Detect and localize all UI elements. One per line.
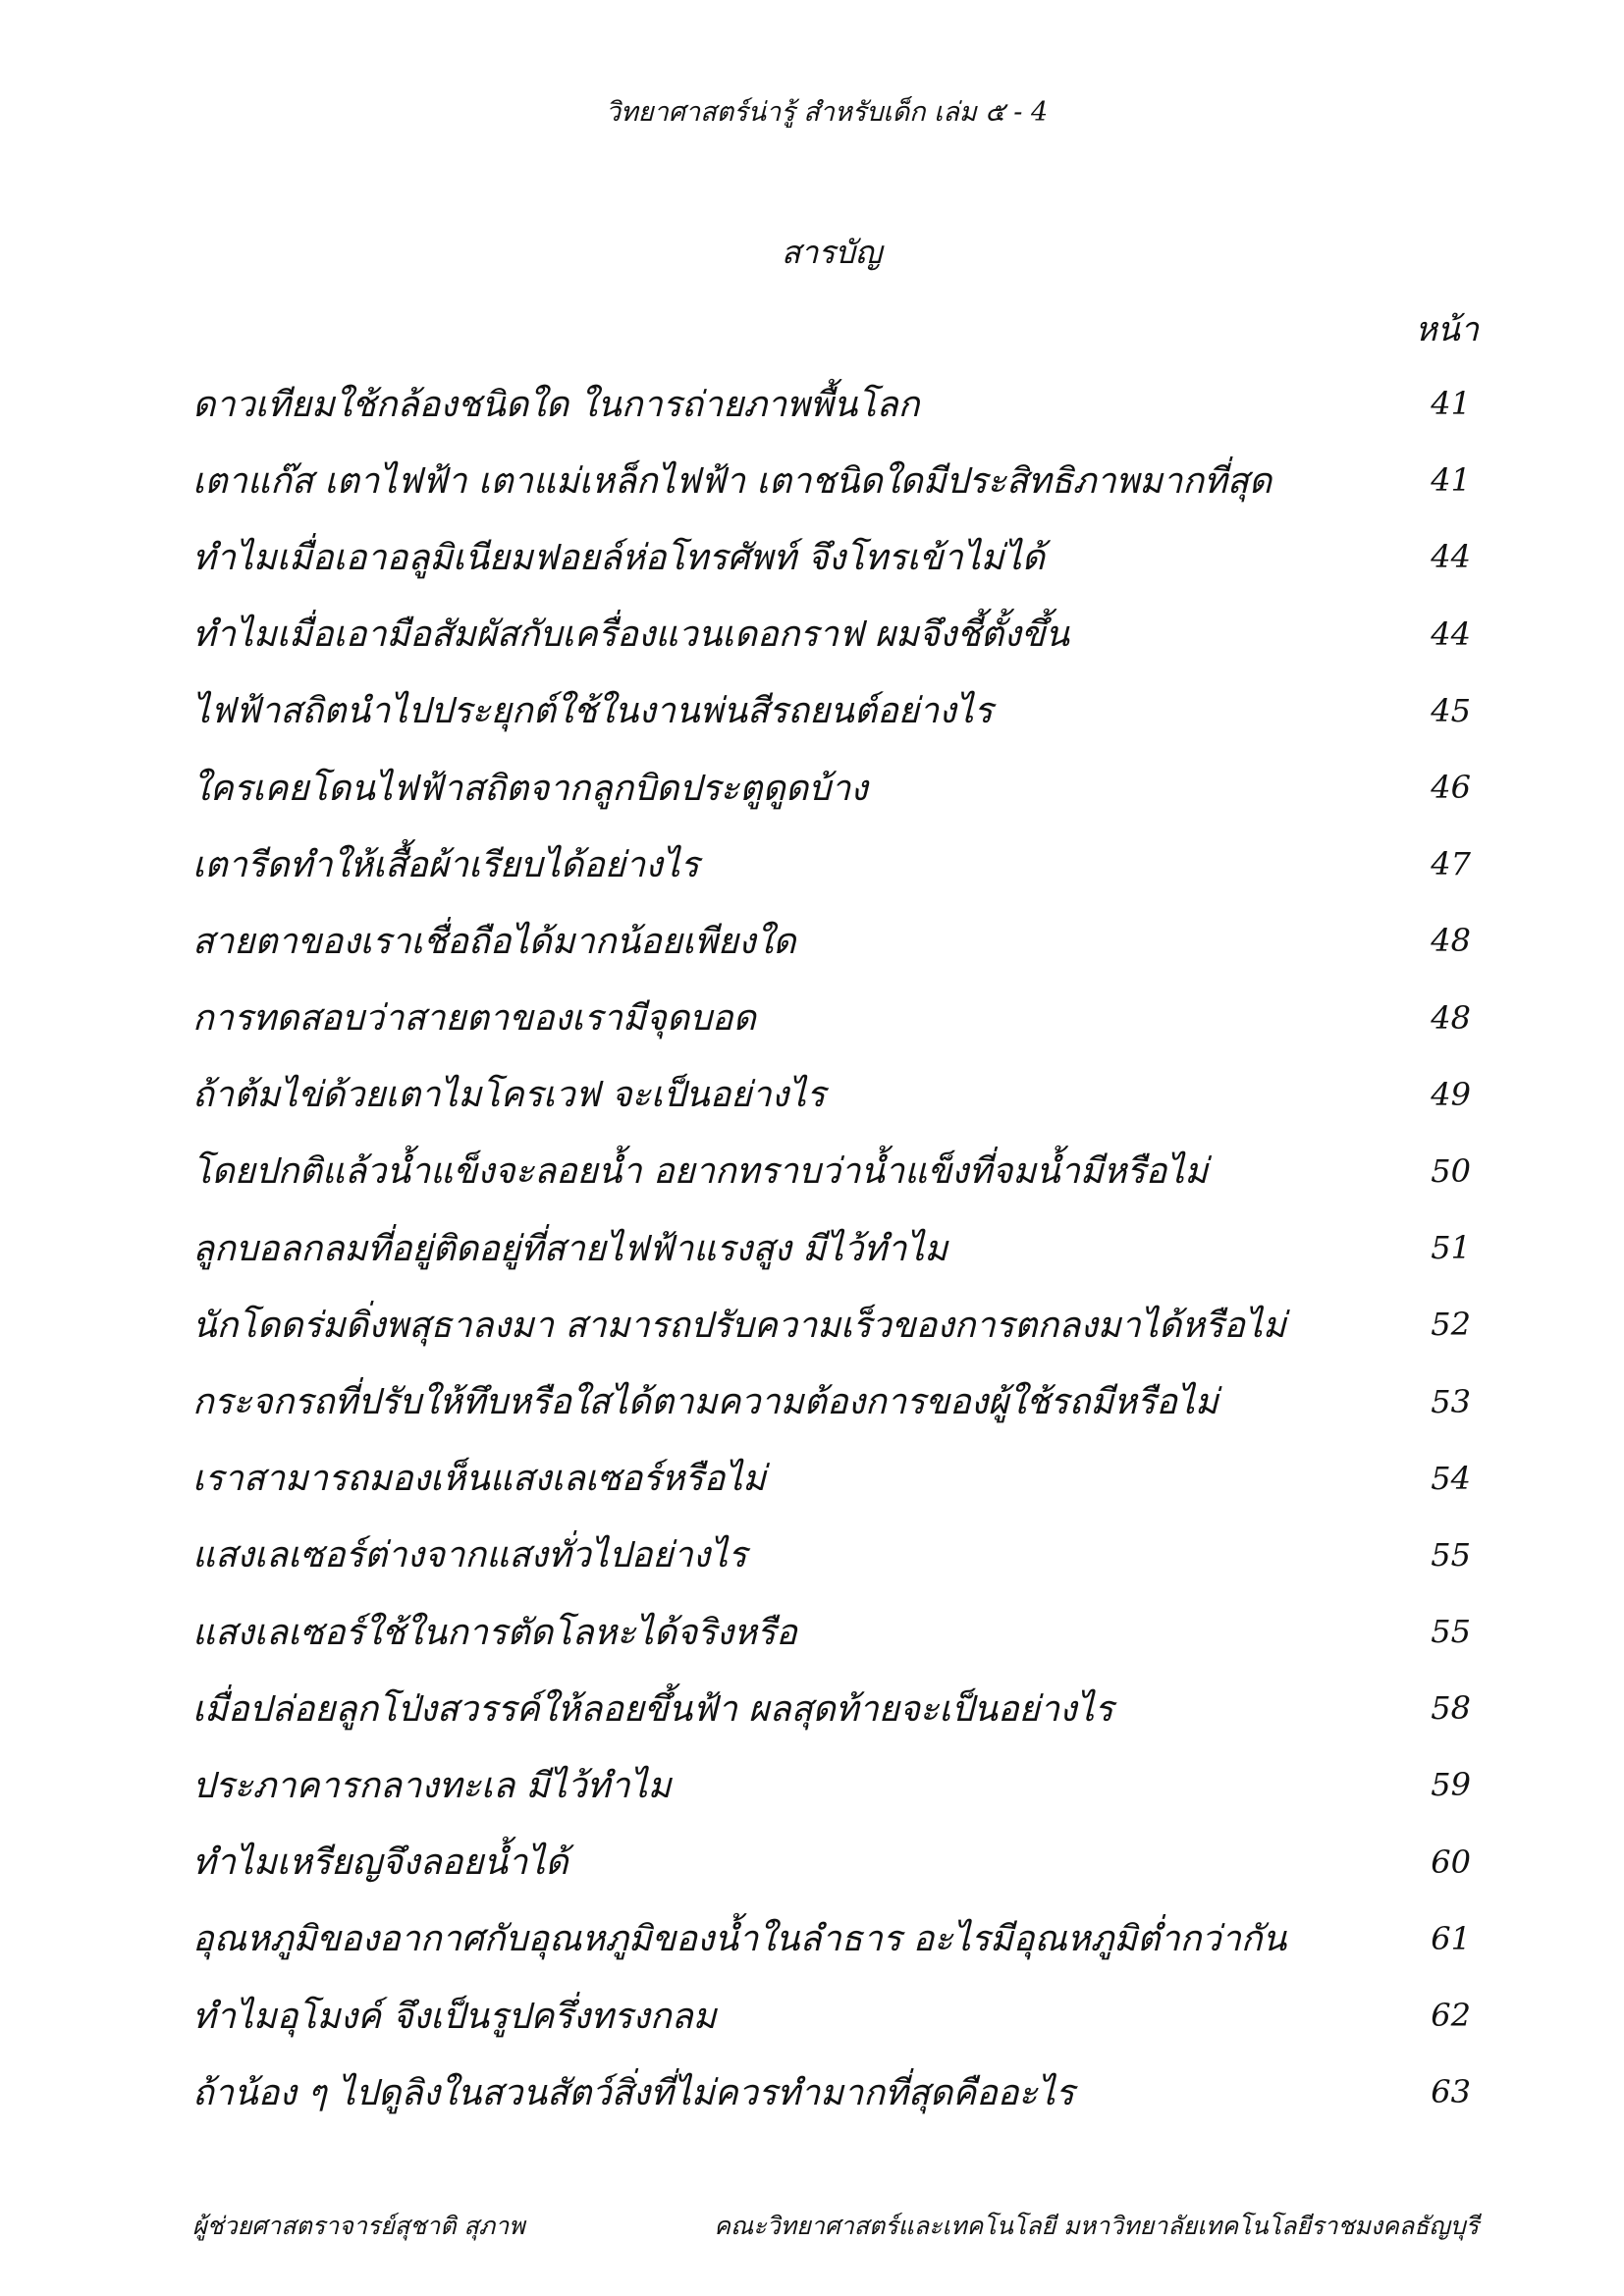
toc-entry-title: เตารีดทำให้เสื้อผ้าเรียบได้อย่างไร bbox=[192, 844, 700, 885]
toc-entry-title: ทำไมเหรียญจึงลอยน้ำได้ bbox=[192, 1842, 568, 1884]
toc-entry bbox=[192, 1900, 1479, 1977]
toc-entry-page: 60 bbox=[1431, 1842, 1471, 1881]
toc-entry-page: 41 bbox=[1431, 461, 1471, 500]
toc-entry-page: 61 bbox=[1431, 1919, 1471, 1957]
toc-entry bbox=[192, 980, 1479, 1056]
toc-entry-title: ประภาคารกลางทะเล มีไว้ทำไม bbox=[192, 1765, 672, 1806]
toc-entry-page: 63 bbox=[1431, 2073, 1471, 2111]
toc-entry-title: กระจกรถที่ปรับให้ทึบหรือใสได้ตามความต้องการของผู้ใช้รถมีหรือไม่ bbox=[192, 1382, 1218, 1423]
toc-entry bbox=[192, 1977, 1479, 2054]
toc-entry bbox=[192, 826, 1479, 902]
toc-entry bbox=[192, 1824, 1479, 1900]
footer-affiliation: คณะวิทยาศาสตร์และเทคโนโลยี มหาวิทยาลัยเทคโนโลยีราชมงคลธัญบุรี bbox=[714, 2212, 1479, 2240]
toc-entry bbox=[192, 1362, 1479, 1439]
toc-entry-title: แสงเลเซอร์ใช้ในการตัดโลหะได้จริงหรือ bbox=[192, 1612, 797, 1653]
toc-entry-page: 58 bbox=[1431, 1689, 1471, 1728]
footer-author: ผู้ช่วยศาสตราจารย์สุชาติ สุภาพ bbox=[192, 2212, 525, 2240]
toc-entry bbox=[192, 596, 1479, 672]
toc-entry-title: อุณหภูมิของอากาศกับอุณหภูมิของน้ำในลำธาร อะไรมีอุณหภูมิต่ำกว่ากัน bbox=[192, 1919, 1287, 1960]
toc-entry-page: 50 bbox=[1431, 1151, 1471, 1190]
toc-entry-title: สายตาของเราเชื่อถือได้มากน้อยเพียงใด bbox=[192, 921, 796, 962]
toc-entry bbox=[192, 1746, 1479, 1823]
toc-entry-title: เราสามารถมองเห็นแสงเลเซอร์หรือไม่ bbox=[192, 1459, 767, 1500]
toc-entry bbox=[192, 902, 1479, 979]
toc-entry bbox=[192, 1593, 1479, 1670]
toc-entry-title: นักโดดร่มดิ่งพสุธาลงมา สามารถปรับความเร็วของการตกลงมาได้หรือไม่ bbox=[192, 1305, 1286, 1346]
page-title: สารบัญ bbox=[781, 234, 883, 271]
toc-entry-page: 49 bbox=[1431, 1075, 1471, 1113]
toc-entry-title: เมื่อปล่อยลูกโป่งสวรรค์ให้ลอยขึ้นฟ้า ผลสุดท้ายจะเป็นอย่างไร bbox=[192, 1688, 1113, 1730]
toc-entry bbox=[192, 749, 1479, 826]
toc-entry bbox=[192, 1517, 1479, 1593]
toc-entry-page: 55 bbox=[1431, 1535, 1471, 1574]
toc-entry bbox=[192, 1286, 1479, 1362]
page-footer bbox=[192, 2207, 1479, 2246]
toc-entry-title: เตาแก๊ส เตาไฟฟ้า เตาแม่เหล็กไฟฟ้า เตาชนิดใดมีประสิทธิภาพมากที่สุด bbox=[192, 460, 1272, 502]
toc-entry-title: ทำไมเมื่อเอาอลูมิเนียมฟอยล์ห่อโทรศัพท์ จึงโทรเข้าไม่ได้ bbox=[192, 537, 1046, 578]
toc-entry-page: 41 bbox=[1431, 385, 1471, 423]
toc-entry-page: 62 bbox=[1431, 1997, 1471, 2035]
toc-entry-page: 46 bbox=[1431, 769, 1471, 807]
toc-entry-page: 47 bbox=[1431, 845, 1471, 883]
toc-entry-title: ลูกบอลกลมที่อยู่ติดอยู่ที่สายไฟฟ้าแรงสูง มีไว้ทำไม bbox=[192, 1228, 948, 1269]
toc-entry bbox=[192, 1440, 1479, 1517]
toc-entry-title: ทำไมเมื่อเอามือสัมผัสกับเครื่องแวนเดอกราฟ ผมจึงชี้ตั้งขึ้น bbox=[192, 614, 1069, 656]
toc-entry-title: โดยปกติแล้วน้ำแข็งจะลอยน้ำ อยากทราบว่าน้ำแข็งที่จมน้ำมีหรือไม่ bbox=[192, 1151, 1209, 1193]
toc-entry bbox=[192, 442, 1479, 518]
toc-entry-title: ใครเคยโดนไฟฟ้าสถิตจากลูกบิดประตูดูดบ้าง bbox=[192, 768, 868, 809]
toc-entry-page: 55 bbox=[1431, 1613, 1471, 1651]
toc-entry-title: ไฟฟ้าสถิตนำไปประยุกต์ใช้ในงานพ่นสีรถยนต์อย่างไร bbox=[192, 691, 994, 732]
toc-entry-title: ดาวเทียมใช้กล้องชนิดใด ในการถ่ายภาพพื้นโลก bbox=[192, 384, 920, 425]
page-column-label: หน้า bbox=[1415, 310, 1479, 349]
toc-entry-title: ทำไมอุโมงค์ จึงเป็นรูปครึ่งทรงกลม bbox=[192, 1996, 717, 2037]
toc-entry-page: 53 bbox=[1431, 1382, 1471, 1420]
toc-entry bbox=[192, 1056, 1479, 1133]
toc-entry-page: 48 bbox=[1431, 922, 1471, 960]
toc-entry bbox=[192, 365, 1479, 442]
toc-entry-title: แสงเลเซอร์ต่างจากแสงทั่วไปอย่างไร bbox=[192, 1535, 747, 1576]
toc-entry-page: 48 bbox=[1431, 998, 1471, 1037]
toc-entry-page: 54 bbox=[1431, 1459, 1471, 1497]
toc-entry-page: 59 bbox=[1431, 1766, 1471, 1804]
toc-entry bbox=[192, 2054, 1479, 2130]
running-header: วิทยาศาสตร์น่ารู้ สำหรับเด็ก เล่ม ๕ - 4 bbox=[605, 97, 1049, 128]
toc-entry bbox=[192, 1209, 1479, 1286]
toc-entry-title: การทดสอบว่าสายตาของเรามีจุดบอด bbox=[192, 998, 756, 1040]
toc-entry-page: 52 bbox=[1431, 1306, 1471, 1344]
toc-entry-page: 45 bbox=[1431, 691, 1471, 729]
toc-entry bbox=[192, 518, 1479, 595]
toc-entry-page: 44 bbox=[1431, 614, 1471, 653]
toc-entry bbox=[192, 672, 1479, 749]
toc-entry bbox=[192, 1133, 1479, 1209]
toc-entry-page: 44 bbox=[1431, 538, 1471, 576]
toc-entry bbox=[192, 1670, 1479, 1746]
toc-entry-page: 51 bbox=[1431, 1229, 1471, 1267]
table-of-contents bbox=[192, 365, 1479, 2130]
toc-entry-title: ถ้าต้มไข่ด้วยเตาไมโครเวฟ จะเป็นอย่างไร bbox=[192, 1075, 826, 1116]
toc-entry-title: ถ้าน้อง ๆ ไปดูลิงในสวนสัตว์สิ่งที่ไม่ควรทำมากที่สุดคืออะไร bbox=[192, 2072, 1075, 2113]
